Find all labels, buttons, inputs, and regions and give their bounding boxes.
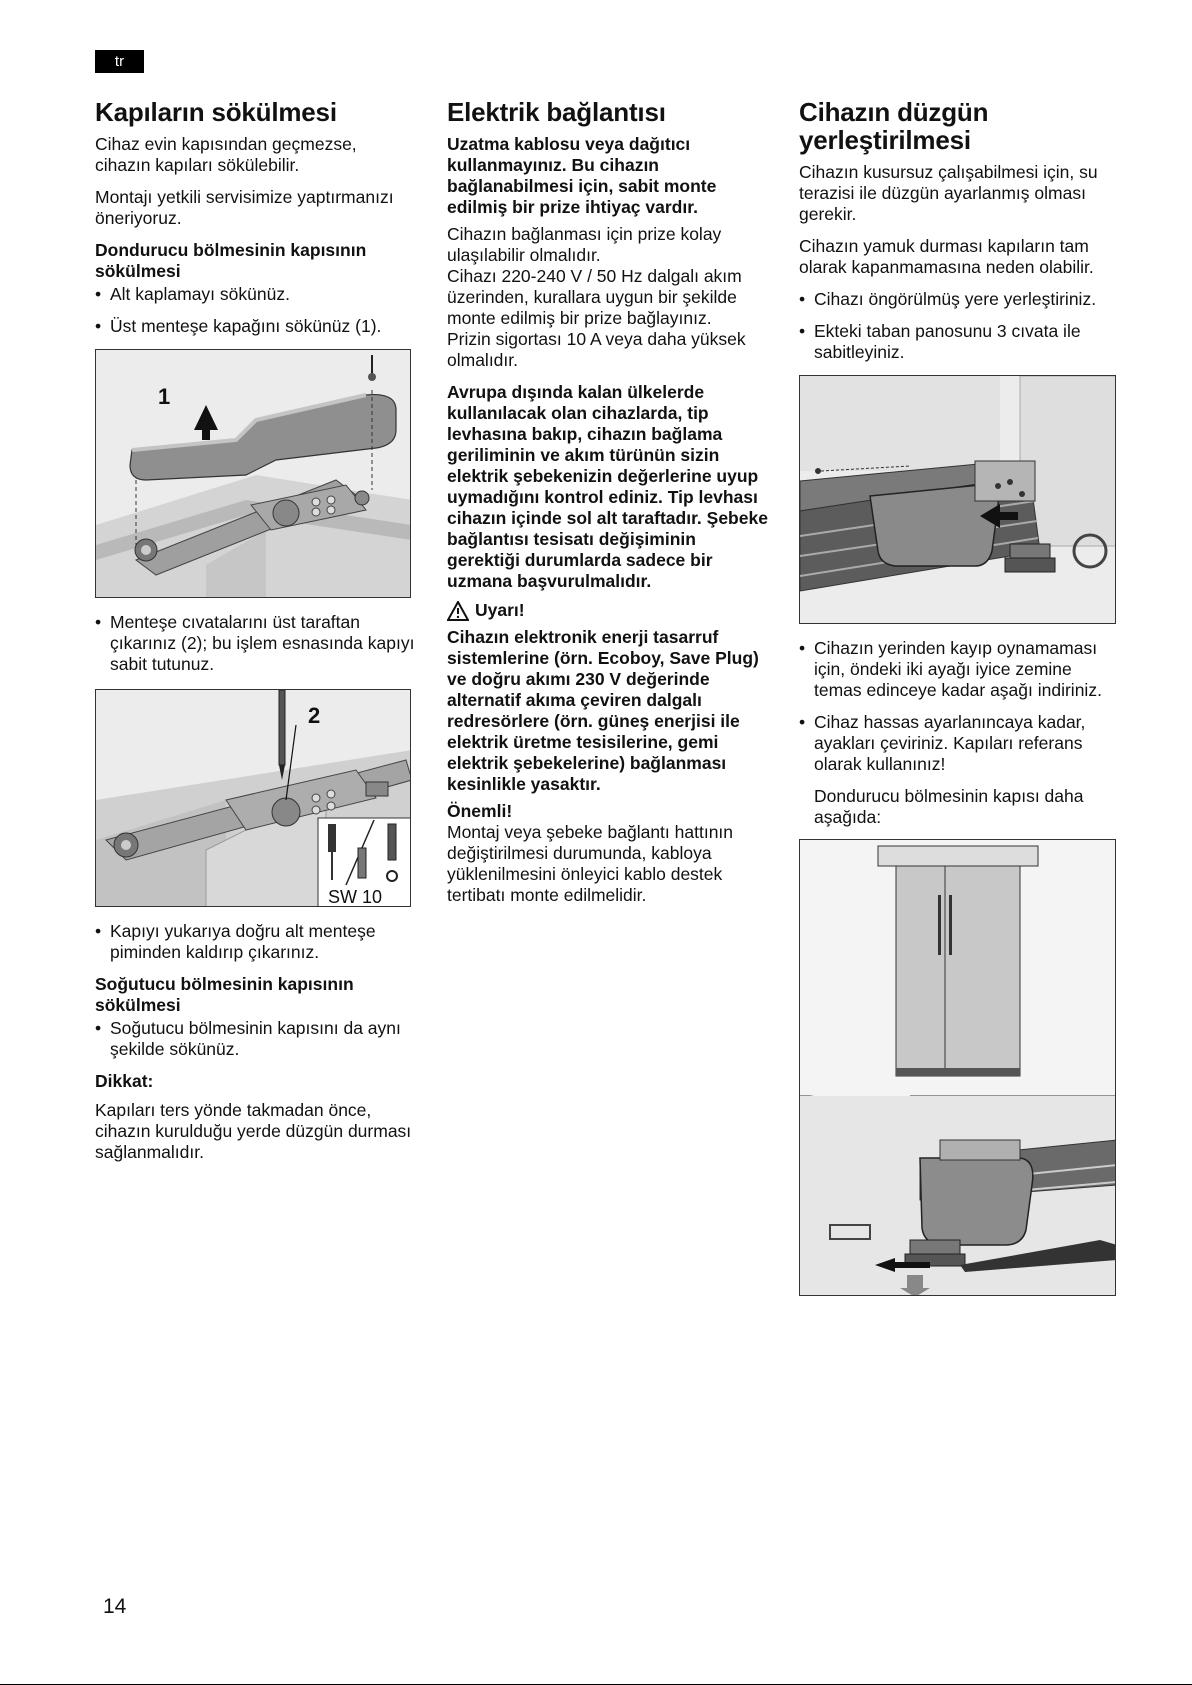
list-item: • Cihaz hassas ayarlanıncaya kadar, ayakları çeviriniz. Kapıları referans olarak kullanınız! [799,712,1121,775]
bold-paragraph: Avrupa dışında kalan ülkelerde kullanılacak olan cihazlarda, tip levhasına bakıp, cihazın bağlama geriliminin ve akım türünün sizin elektrik şebekenizin değerlerine uyup uymadığını kontrol ediniz. Tip levhası cihazın içinde sol alt taraftadır. Şebeke bağlantısı tesisatı değişiminin gerektiği durumlarda sadece bir uzmana başvurulmalıdır. [447,382,768,591]
list-item: • Ekteki taban panosunu 3 cıvata ile sabitleyiniz. [799,321,1121,363]
paragraph: Dondurucu bölmesinin kapısı daha aşağıda: [814,786,1084,827]
page-number: 14 [103,1595,127,1618]
warning-title: Uyarı! [475,600,525,620]
bullet-list [799,289,1121,363]
caution-text: Kapıları ters yönde takmadan önce, cihazın kurulduğu yerde düzgün durması sağlanmalıdır. [95,1100,412,1162]
language-tab: tr [95,50,144,73]
list-item: • Soğutucu bölmesinin kapısını da aynı şekilde sökünüz. [95,1018,415,1060]
section-title-leveling: Cihazın düzgün yerleştirilmesi [799,97,989,155]
figure-hinge-screws [95,689,411,907]
list-item: • Cihazın yerinden kayıp oynamaması için, öndeki iki ayağı iyice zemine temas edinceye kadar aşağı indiriniz. [799,638,1121,701]
bullet-list [95,612,415,675]
section-title-electrical: Elektrik bağlantısı [447,97,666,127]
paragraph: Cihaz evin kapısından geçmezse, cihazın kapıları sökülebilir. [95,134,357,175]
warning-triangle-icon [447,601,469,621]
bold-paragraph: Cihazın elektronik enerji tasarruf sistemlerine (örn. Ecoboy, Save Plug) ve doğru akımı 230 V değerinde alternatif akıma çeviren dalgalı redresörlere (örn. güneş enerjisi ile elektrik üretme tesisilerine, gemi elektrik şebekelerine) bağlanması kesinlikle yasaktır. [447,627,759,794]
tool-size-label: SW 10 [328,887,383,907]
important-text: Montaj veya şebeke bağlantı hattının değiştirilmesi durumunda, kabloya yüklenilmesini önleyici kablo destek tertibatı monte edilmelidir. [447,822,734,905]
subheading-fridge-door: Soğutucu bölmesinin kapısının sökülmesi [95,974,354,1015]
list-item: • Alt kaplamayı sökünüz. [95,284,415,305]
list-item: • Üst menteşe kapağını sökünüz (1). [95,316,415,337]
list-item: • Menteşe cıvatalarını üst taraftan çıkarınız (2); bu işlem esnasında kapıyı sabit tutunuz. [95,612,415,675]
paragraph: Cihazın yamuk durması kapıların tam olarak kapanmamasına neden olabilir. [799,236,1094,277]
paragraph: Montajı yetkili servisimize yaptırmanızı öneriyoruz. [95,187,394,228]
figure-callout-1: 1 [158,384,171,409]
figure-hinge-cover [95,349,411,598]
bullet-list [799,638,1121,775]
column-door-removal [95,98,415,1174]
list-item: • Cihazı öngörülmüş yere yerleştiriniz. [799,289,1121,310]
bold-paragraph: Uzatma kablosu veya dağıtıcı kullanmayınız. Bu cihazın bağlanabilmesi için, sabit monte edilmiş bir prize ihtiyaç vardır. [447,134,717,217]
bullet-list [95,284,415,337]
paragraph: Cihazı 220-240 V / 50 Hz dalgalı akım üzerinden, kurallara uygun bir şekilde monte edilmiş bir prize bağlayınız. [447,266,742,328]
paragraph: Prizin sigortası 10 A veya daha yüksek olmalıdır. [447,329,746,370]
paragraph: Cihazın bağlanması için prize kolay ulaşılabilir olmalıdır. [447,224,722,265]
paragraph: Cihazın kusursuz çalışabilmesi için, su terazisi ile düzgün ayarlanmış olması gerekir. [799,162,1098,224]
caution-title: Dikkat: [95,1071,154,1091]
column-electrical-connection [447,98,769,917]
section-title-door-removal: Kapıların sökülmesi [95,97,337,127]
list-item: • Kapıyı yukarıya doğru alt menteşe piminden kaldırıp çıkarınız. [95,921,415,963]
figure-adjust-feet [799,839,1116,1296]
column-leveling [799,98,1121,1310]
subheading-freezer-door: Dondurucu bölmesinin kapısının sökülmesi [95,240,367,281]
figure-base-panel [799,375,1116,624]
important-title: Önemli! [447,801,513,821]
warning-heading [447,600,769,621]
figure-callout-2: 2 [308,703,321,728]
bullet-list [95,921,415,963]
bullet-list [95,1018,415,1060]
